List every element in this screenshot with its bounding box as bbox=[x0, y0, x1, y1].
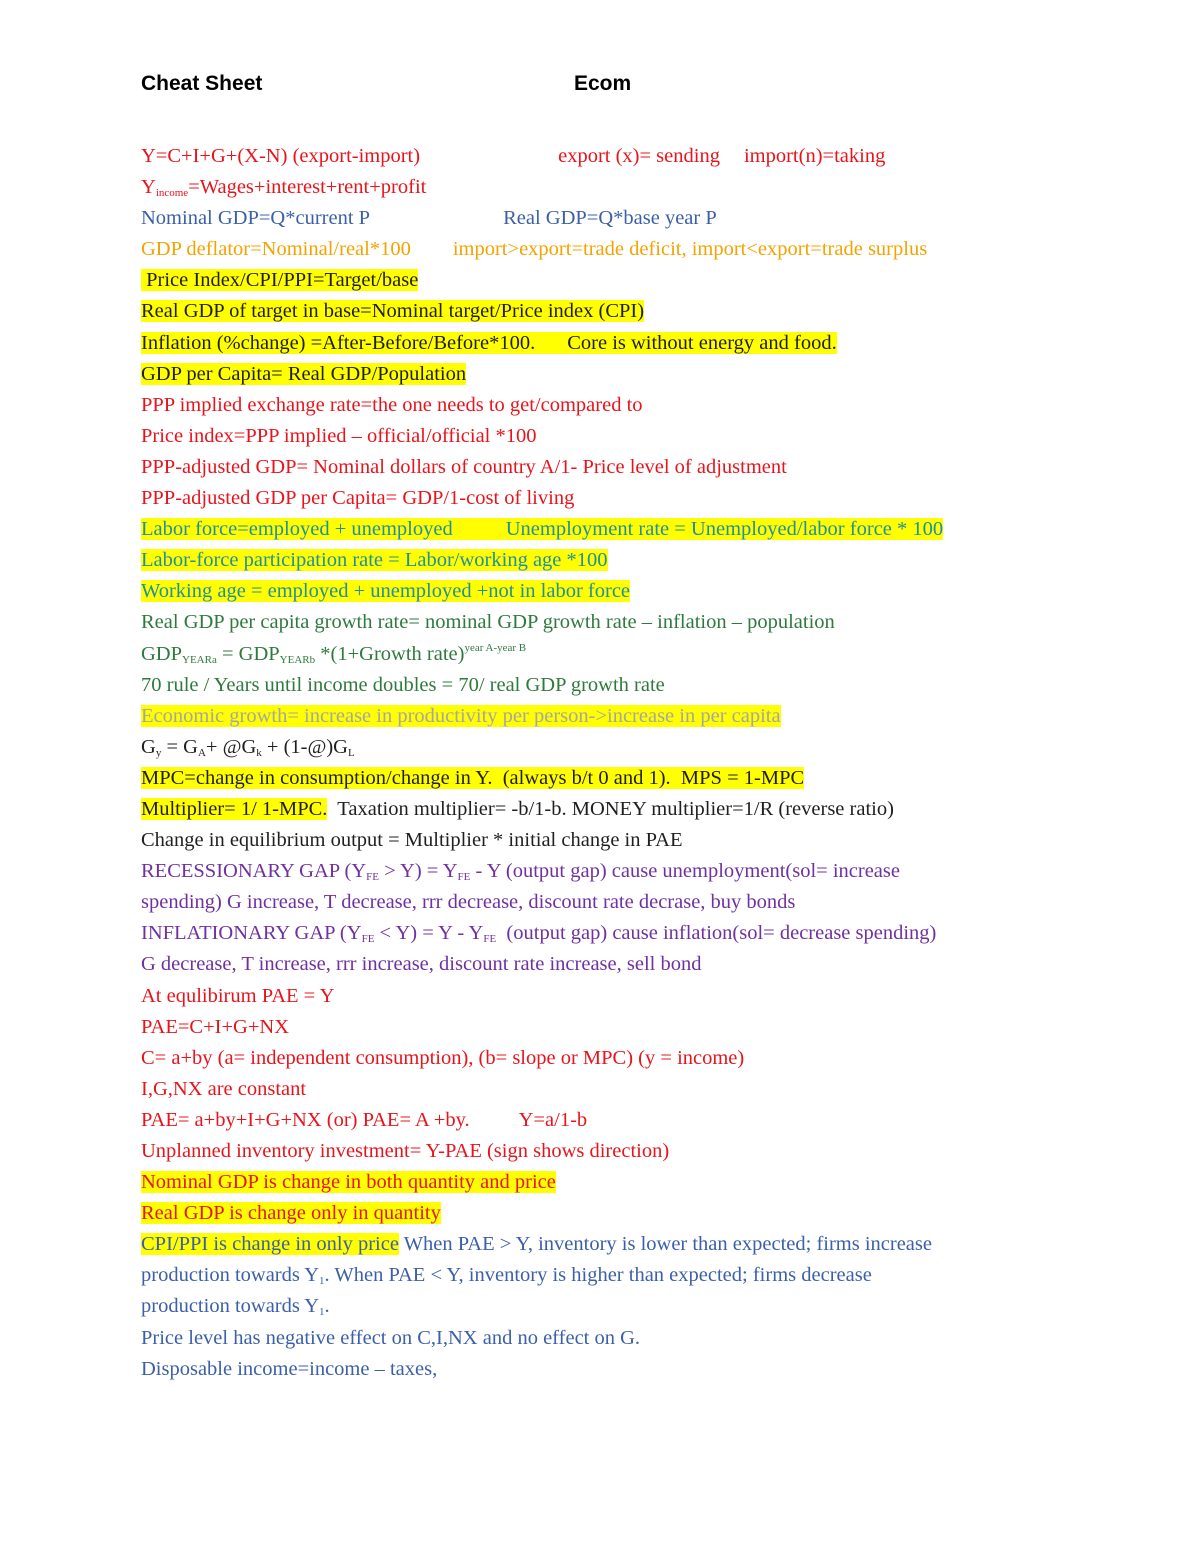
line-nominal-real-gdp: Nominal GDP=Q*current P Real GDP=Q*base year P bbox=[141, 207, 717, 230]
line-pae-components: PAE=C+I+G+NX bbox=[141, 1015, 290, 1038]
line-nominal-gdp-change: Nominal GDP is change in both quantity and price bbox=[141, 1171, 556, 1194]
line-gdp-compound: $GDP_{YEARa} = GDP_{YEARb}$ *(1+Growth rate)$^{year A-year B}$ bbox=[141, 641, 527, 666]
header-title: Cheat Sheet bbox=[141, 72, 263, 95]
line-growth-rate: Real GDP per capita growth rate= nominal GDP growth rate – inflation – population bbox=[141, 611, 835, 634]
line-economic-growth: Economic growth= increase in productivity per person->increase in per capita bbox=[141, 704, 781, 727]
line-mpc: MPC=change in consumption/change in Y. (always b/t 0 and 1). MPS = 1-MPC bbox=[141, 766, 805, 789]
line-real-gdp-target: Real GDP of target in base=Nominal target/Price index (CPI) bbox=[141, 300, 645, 323]
line-disposable-income: Disposable income=income – taxes, bbox=[141, 1357, 438, 1380]
line-70-rule: 70 rule / Years until income doubles = 70/ real GDP growth rate bbox=[141, 673, 665, 696]
line-cpi-change: CPI/PPI is change in only price When PAE > Y, inventory is lower than expected; firms increase bbox=[141, 1233, 932, 1256]
line-consumption-function: C= a+by (a= independent consumption), (b= slope or MPC) (y = income) bbox=[141, 1046, 745, 1069]
line-gdp-per-capita: GDP per Capita= Real GDP/Population bbox=[141, 362, 467, 385]
line-inflation: Inflation (%change) =After-Before/Before*100. Core is without energy and food. bbox=[141, 331, 837, 354]
line-price-level-effect: Price level has negative effect on C,I,NX and no effect on G. bbox=[141, 1326, 641, 1349]
line-equilibrium-output: Change in equilibrium output = Multiplier * initial change in PAE bbox=[141, 829, 683, 852]
line-recessionary-solution: spending) G increase, T decrease, rrr decrease, discount rate decrase, buy bonds bbox=[141, 891, 796, 914]
line-labor-force: Labor force=employed + unemployed Unemployment rate = Unemployed/labor force * 100 bbox=[141, 518, 944, 541]
line-ppp-adjusted-gdp: PPP-adjusted GDP= Nominal dollars of country A/1- Price level of adjustment bbox=[141, 455, 787, 478]
line-constants: I,G,NX are constant bbox=[141, 1077, 307, 1100]
line-production-towards-1: production towards $Y_1$. When PAE < Y, inventory is higher than expected; firms decrease bbox=[141, 1264, 872, 1288]
line-growth-accounting: $G_y = G_A+$ $@G_k$ + $(1-@)G_L$ bbox=[141, 735, 355, 759]
line-price-index-ppp: Price index=PPP implied – official/official *100 bbox=[141, 424, 537, 447]
line-price-index: Price Index/CPI/PPI=Target/base bbox=[141, 269, 419, 292]
formula-list bbox=[141, 141, 1141, 1385]
line-gdp-expenditure: Y=C+I+G+(X-N) (export-import) export (x)= sending import(n)=taking bbox=[141, 145, 886, 167]
line-equilibrium-pae: At equlibirum PAE = Y bbox=[141, 984, 335, 1007]
line-recessionary-gap: RECESSIONARY GAP $(Y_{FE} > Y) = Y_{FE} - Y$ (output gap) cause unemployment(sol= increase bbox=[141, 860, 900, 884]
line-income: $Y_{income}=Wages+interest+rent+profit$ bbox=[141, 176, 427, 200]
line-pae-formula: PAE= a+by+I+G+NX (or) PAE= A +by. Y=a/1-b bbox=[141, 1108, 588, 1131]
line-ppp-exchange: PPP implied exchange rate=the one needs to get/compared to bbox=[141, 393, 643, 416]
line-gdp-deflator: GDP deflator=Nominal/real*100 import>export=trade deficit, import<export=trade surplus bbox=[141, 238, 928, 261]
line-real-gdp-change: Real GDP is change only in quantity bbox=[141, 1202, 441, 1225]
line-participation-rate: Labor-force participation rate = Labor/working age *100 bbox=[141, 549, 608, 572]
line-inflationary-solution: G decrease, T increase, rrr increase, discount rate increase, sell bond bbox=[141, 953, 702, 976]
line-production-towards-2: production towards $Y_1$. bbox=[141, 1295, 330, 1319]
line-inflationary-gap: INFLATIONARY GAP $(Y_{FE} < Y) = Y - Y_{FE}$ (output gap) cause inflation(sol= decrease spending) bbox=[141, 922, 937, 946]
line-working-age: Working age = employed + unemployed +not in labor force bbox=[141, 580, 631, 603]
line-unplanned-inventory: Unplanned inventory investment= Y-PAE (sign shows direction) bbox=[141, 1140, 670, 1162]
line-multiplier: Multiplier= 1/ 1-MPC. Taxation multiplier= -b/1-b. MONEY multiplier=1/R (reverse ratio) bbox=[141, 797, 894, 820]
line-ppp-gdp-per-capita: PPP-adjusted GDP per Capita= GDP/1-cost of living bbox=[141, 487, 575, 510]
header-subject: Ecom bbox=[574, 72, 632, 95]
